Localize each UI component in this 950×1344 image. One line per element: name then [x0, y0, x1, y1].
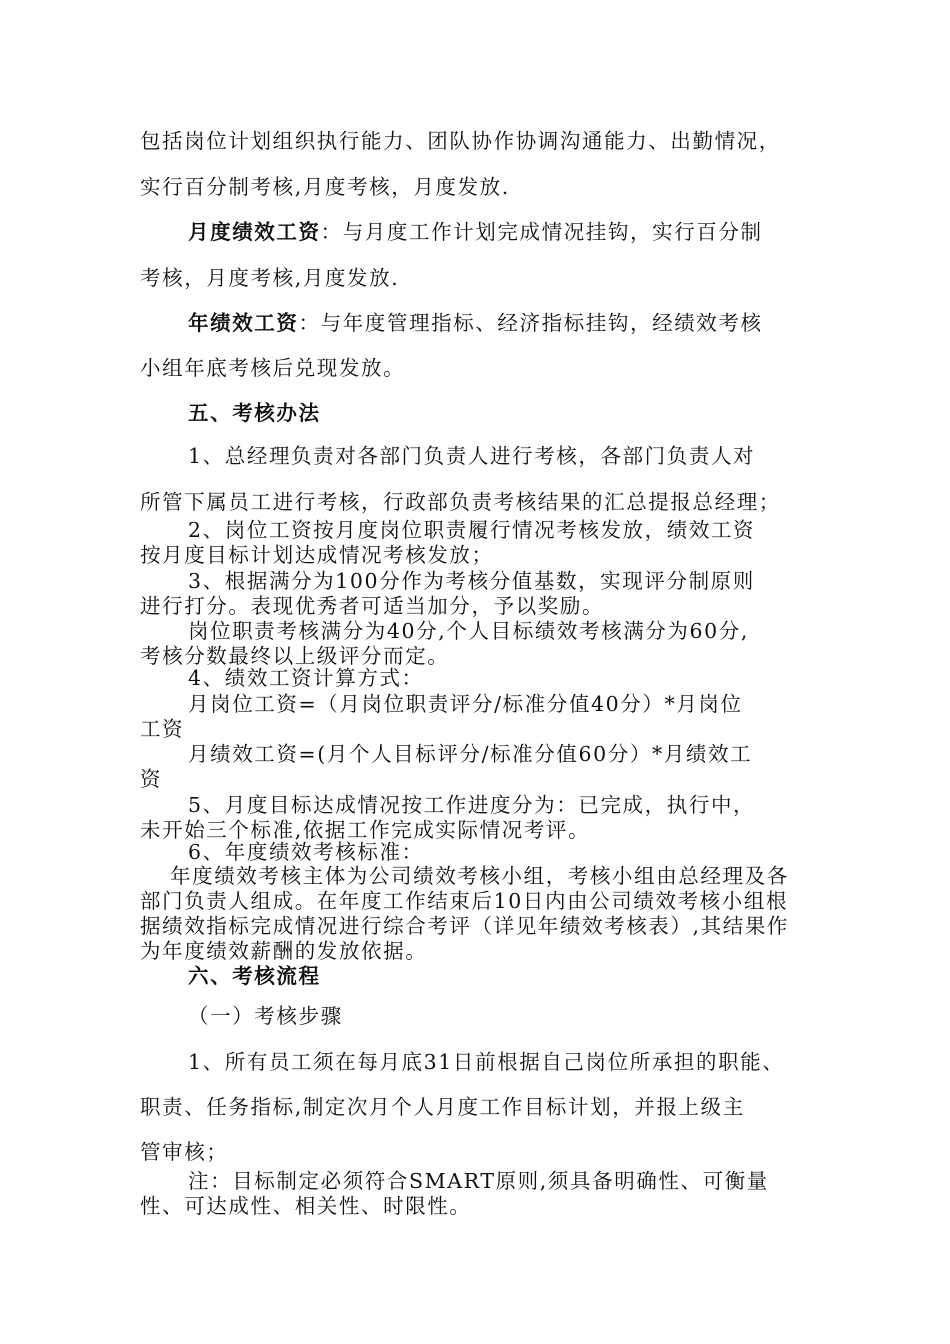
- text-line: 小组年底考核后兑现发放。: [140, 356, 406, 380]
- text-line: 年度绩效考核主体为公司绩效考核小组，考核小组由总经理及各: [170, 864, 789, 888]
- text-line: 岗位职责考核满分为40分,个人目标绩效考核满分为60分,: [188, 619, 750, 643]
- text-line: 资: [140, 767, 163, 791]
- text-line: 月度绩效工资：与月度工作计划完成情况挂钩，实行百分制: [188, 220, 763, 244]
- text-line: 工资: [140, 717, 185, 741]
- text-line: 年绩效工资：与年度管理指标、经济指标挂钩，经绩效考核: [188, 311, 763, 335]
- text-line: 实行百分制考核,月度考核，月度发放.: [140, 175, 510, 199]
- text-line: 据绩效指标完成情况进行综合考评（详见年绩效考核表）,其结果作: [140, 914, 790, 938]
- text-line: 职责、任务指标,制定次月个人月度工作目标计划，并报上级主: [140, 1095, 745, 1119]
- text-line: 月绩效工资=(月个人目标评分/标准分值60分）*月绩效工: [188, 742, 753, 766]
- text-line: 考核，月度考核,月度发放.: [140, 266, 400, 290]
- text-line: 按月度目标计划达成情况考核发放；: [140, 543, 494, 567]
- text-line: 性、可达成性、相关性、时限性。: [140, 1194, 472, 1218]
- text-line: 2、岗位工资按月度岗位职责履行情况考核发放，绩效工资: [188, 518, 756, 542]
- text-line: 未开始三个标准,依据工作完成实际情况考评。: [140, 818, 591, 842]
- text-line: 管审核；: [140, 1140, 229, 1164]
- text-line: 为年度绩效薪酬的发放依据。: [140, 939, 428, 963]
- text-line: 6、年度绩效考核标准：: [188, 840, 424, 864]
- text-line: 进行打分。表现优秀者可适当加分，予以奖励。: [140, 594, 605, 618]
- text-line: 3、根据满分为100分作为考核分值基数，实现评分制原则: [188, 569, 755, 593]
- text-line: 5、月度目标达成情况按工作进度分为：已完成，执行中，: [188, 793, 756, 817]
- section-heading: 六、考核流程: [188, 964, 321, 988]
- text-line: 所管下属员工进行考核，行政部负责考核结果的汇总提报总经理；: [140, 490, 781, 514]
- term-label: 月度绩效工资: [188, 220, 321, 244]
- text-line: 注：目标制定必须符合SMART原则,须具备明确性、可衡量: [188, 1169, 769, 1193]
- text-line: 1、所有员工须在每月底31日前根据自己岗位所承担的职能、: [188, 1050, 785, 1074]
- text-line: 4、绩效工资计算方式：: [188, 666, 424, 690]
- text-line: 月岗位工资=（月岗位职责评分/标准分值40分）*月岗位: [188, 692, 743, 716]
- text-line: 1、总经理负责对各部门负责人进行考核，各部门负责人对: [188, 444, 756, 468]
- text-line: 考核分数最终以上级评分而定。: [140, 644, 450, 668]
- text-line: 部门负责人组成。在年度工作结束后10日内由公司绩效考核小组根: [140, 889, 789, 913]
- subsection-heading: （一）考核步骤: [188, 1004, 343, 1028]
- section-heading: 五、考核办法: [188, 401, 321, 425]
- term-label: 年绩效工资: [188, 311, 299, 335]
- text-line: 包括岗位计划组织执行能力、团队协作协调沟通能力、出勤情况，: [140, 129, 781, 153]
